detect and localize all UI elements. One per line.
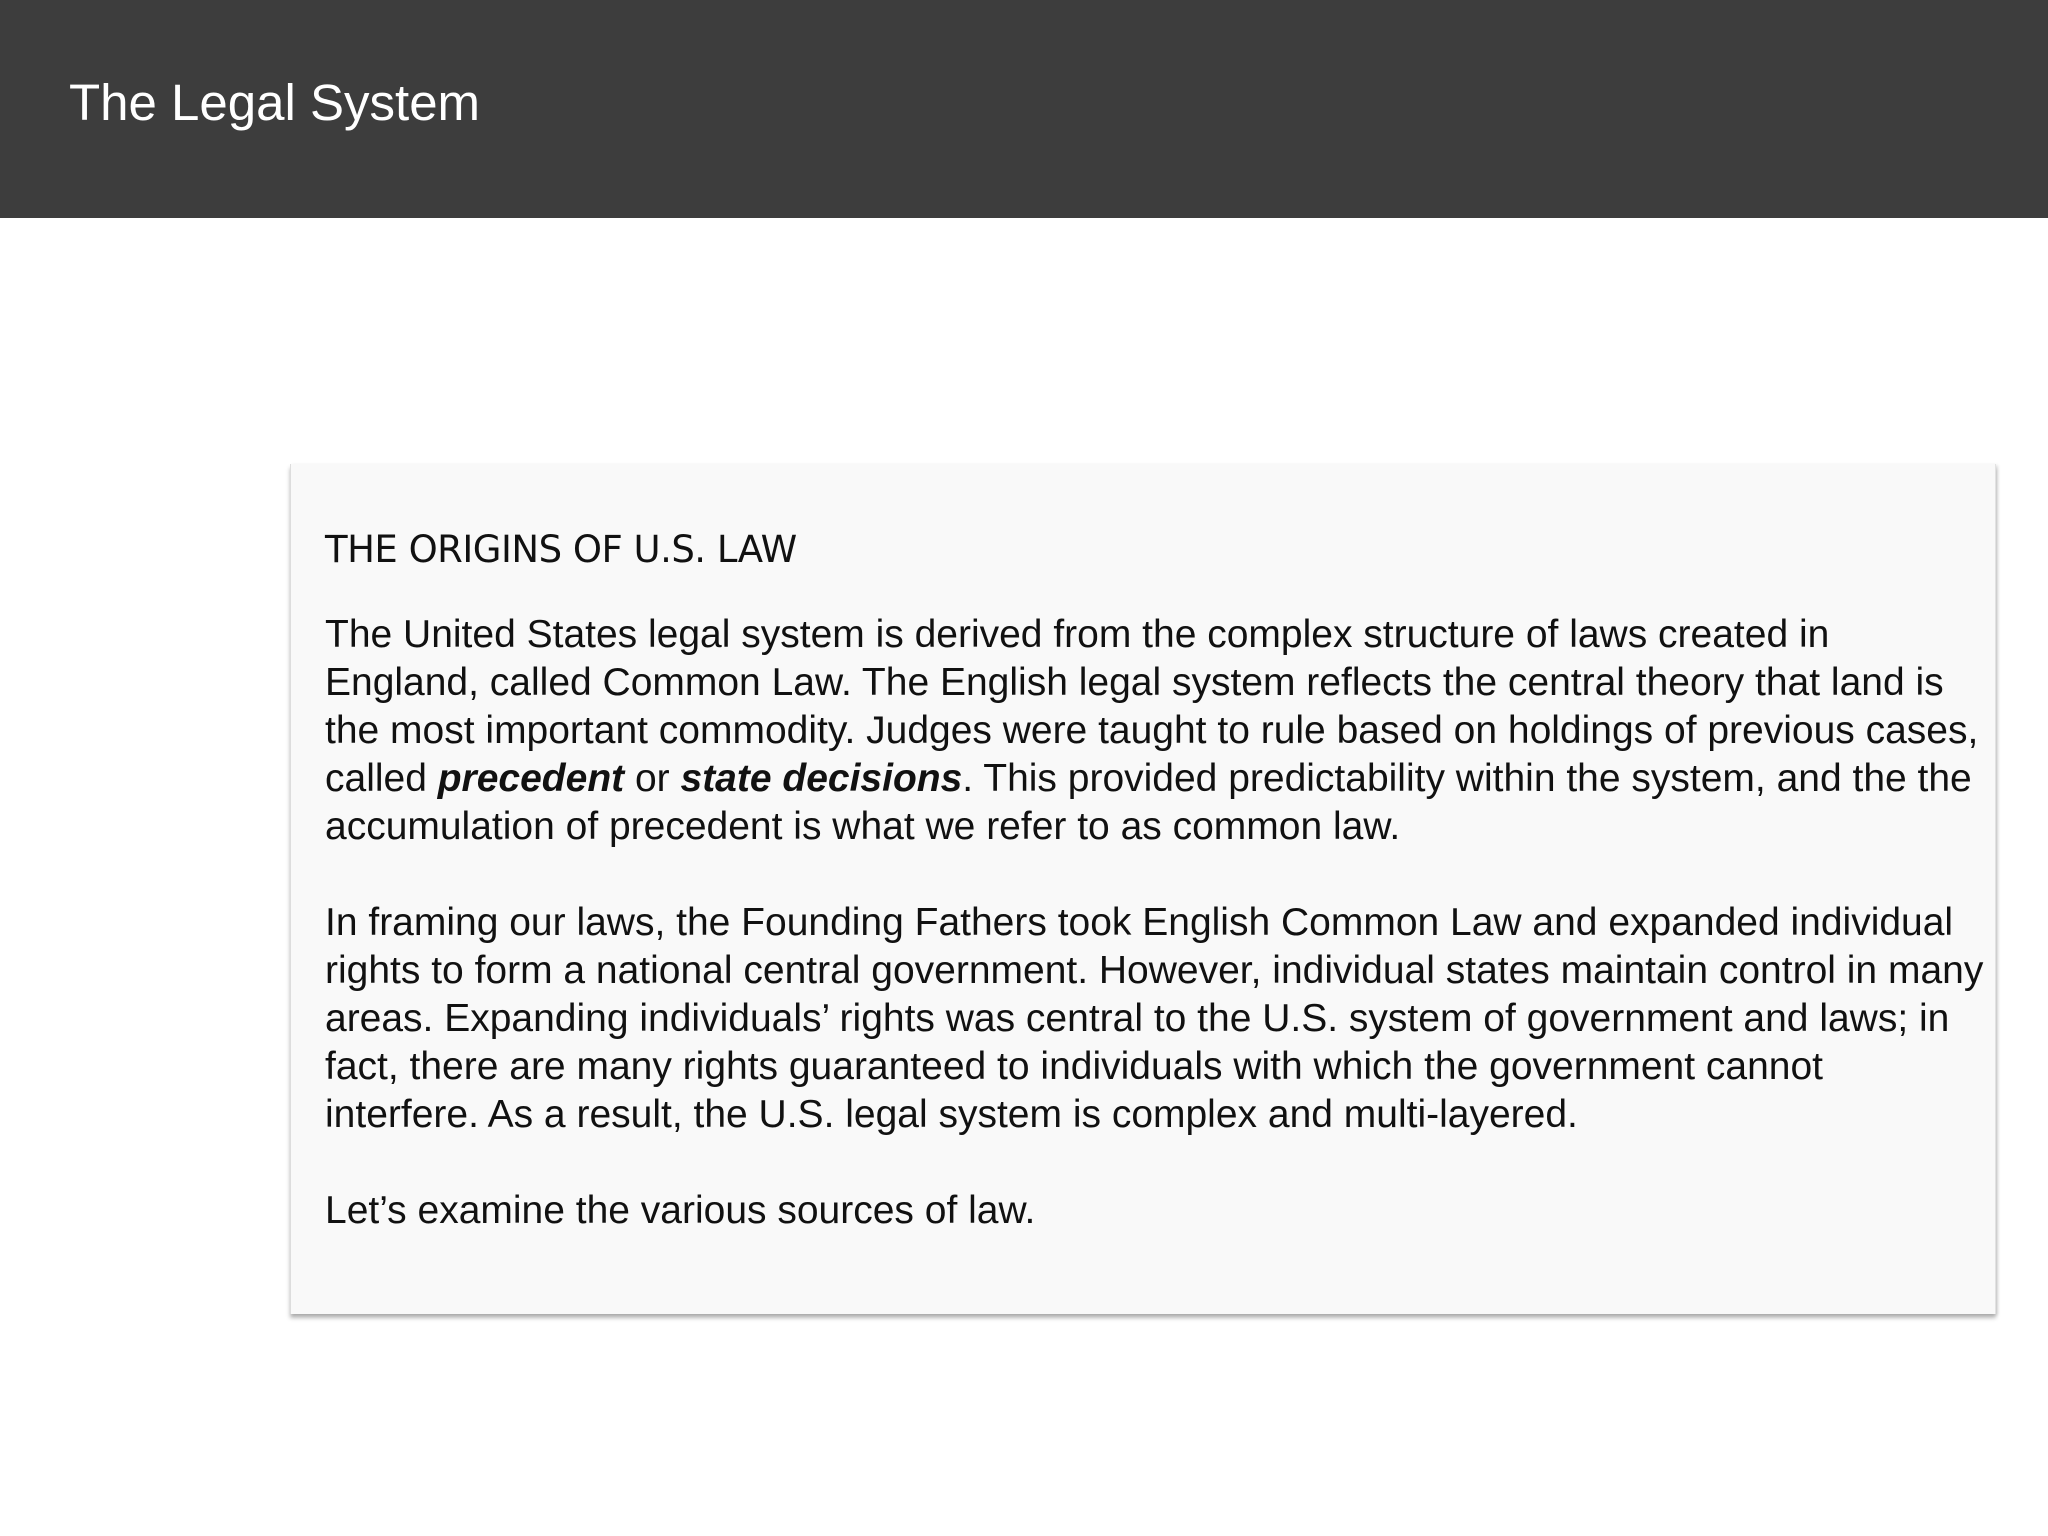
card-heading: THE ORIGINS OF U.S. LAW [325,528,797,571]
paragraph-founding-fathers: In framing our laws, the Founding Fathers took English Common Law and expanded individual rights to form a national central government. However, individual states maintain control in many areas. Expanding individuals’ rights was central to the U.S. system of government and laws; in fact, there are many rights guaranteed to individuals with which the government cannot interfere. As a result, the U.S. legal system is complex and multi-layered. [325,901,1984,1136]
state-decisions-term: state decisions [680,757,963,800]
paragraph-origins [325,611,1985,851]
page-title: The Legal System [69,74,481,131]
precedent-term: precedent [437,757,625,800]
paragraph-origins-text-3: . This provided predictability within the system, and the the accumulation of precedent is what we refer to as common law. [325,757,1972,848]
paragraph-origins-text-2: or [624,757,681,800]
paragraph-sources-of-law: Let’s examine the various sources of law. [325,1189,1036,1232]
content-card [290,464,1996,1314]
card-content [325,526,1985,1235]
paragraph-origins-text-1: The United States legal system is derived from the complex structure of laws created in England, called Common Law. The English legal system reflects the central theory that land is the most important commodity. Judges were taught to rule based on holdings of previous cases, called [325,613,1979,800]
header-bar [0,0,2048,218]
